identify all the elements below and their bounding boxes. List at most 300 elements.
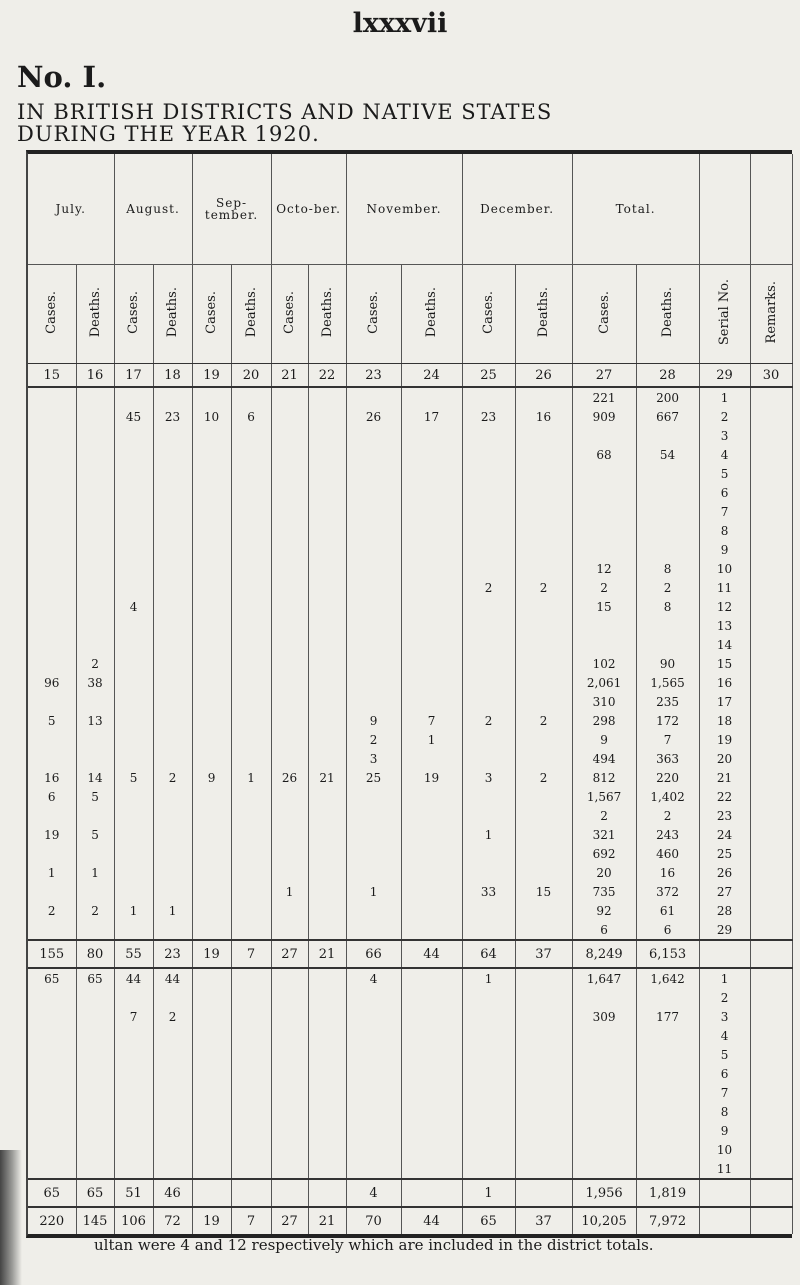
table-cell [271, 654, 308, 673]
table-cell [636, 988, 699, 1007]
table-cell [346, 635, 401, 654]
table-cell [231, 445, 271, 464]
table-cell [192, 445, 231, 464]
table-cell [153, 673, 192, 692]
table-cell [346, 445, 401, 464]
table-cell [271, 673, 308, 692]
table-cell [28, 1083, 76, 1102]
table-cell [308, 635, 346, 654]
table-cell [515, 673, 572, 692]
table-cell [401, 521, 462, 540]
table-cell [346, 654, 401, 673]
table-cell [346, 673, 401, 692]
column-number-cell: 27 [572, 364, 636, 388]
section-2-body [28, 968, 792, 1179]
table-cell: 2 [28, 901, 76, 920]
table-cell: 9 [699, 1121, 750, 1140]
column-number-row [28, 364, 792, 388]
table-cell [401, 806, 462, 825]
table-cell [515, 1159, 572, 1179]
table-cell [750, 387, 792, 407]
table-cell [401, 654, 462, 673]
table-cell [192, 635, 231, 654]
grand-total [28, 1207, 792, 1234]
table-cell [114, 730, 153, 749]
table-cell [271, 1121, 308, 1140]
table-cell [271, 692, 308, 711]
table-cell [308, 597, 346, 616]
table-cell: 23 [153, 407, 192, 426]
table-cell: 1 [346, 882, 401, 901]
table-cell [750, 730, 792, 749]
table-cell: 7,972 [636, 1207, 699, 1234]
column-header-label: Deaths. [660, 287, 676, 338]
table-row [28, 901, 792, 920]
table-cell [153, 1083, 192, 1102]
table-cell [28, 1140, 76, 1159]
month-header-august: August. [114, 154, 192, 265]
table-cell [515, 1121, 572, 1140]
table-cell [76, 597, 114, 616]
table-cell [28, 445, 76, 464]
table-cell: 10,205 [572, 1207, 636, 1234]
table-cell [750, 540, 792, 559]
table-cell [515, 1140, 572, 1159]
table-cell: 8,249 [572, 940, 636, 968]
table-cell [76, 426, 114, 445]
table-cell [308, 578, 346, 597]
table-cell [28, 597, 76, 616]
table-cell [153, 654, 192, 673]
column-header-cell [192, 265, 231, 364]
month-header-july: July. [28, 154, 114, 265]
table-cell [114, 521, 153, 540]
table-cell: 61 [636, 901, 699, 920]
table-cell: 14 [76, 768, 114, 787]
table-cell [76, 464, 114, 483]
table-cell [231, 502, 271, 521]
table-cell: 1,819 [636, 1179, 699, 1207]
scan-edge-shadow [0, 1150, 22, 1285]
table-cell [231, 635, 271, 654]
table-cell [515, 597, 572, 616]
table-cell: 6 [28, 787, 76, 806]
table-cell [750, 578, 792, 597]
table-cell [462, 787, 515, 806]
table-cell [192, 1102, 231, 1121]
table-cell [153, 559, 192, 578]
table-row [28, 920, 792, 940]
table-cell [114, 578, 153, 597]
table-cell [308, 1179, 346, 1207]
table-cell [271, 749, 308, 768]
table-cell: 2 [699, 988, 750, 1007]
table-cell: 27 [271, 940, 308, 968]
table-cell [76, 616, 114, 635]
table-cell: 16 [515, 407, 572, 426]
table-cell [271, 1083, 308, 1102]
column-header-cell [462, 265, 515, 364]
table-cell [462, 1007, 515, 1026]
table-cell: 1 [28, 863, 76, 882]
table-cell: 22 [699, 787, 750, 806]
table-cell [401, 1083, 462, 1102]
table-cell [636, 426, 699, 445]
table-cell: 44 [153, 968, 192, 988]
table-cell [308, 1159, 346, 1179]
table-cell: 1,647 [572, 968, 636, 988]
table-cell [231, 825, 271, 844]
table-cell [192, 825, 231, 844]
table-cell: 7 [114, 1007, 153, 1026]
table-cell [231, 559, 271, 578]
table-cell [76, 988, 114, 1007]
table-cell: 7 [401, 711, 462, 730]
table-cell [76, 1121, 114, 1140]
table-cell [114, 559, 153, 578]
table-cell [153, 988, 192, 1007]
section-1-body [28, 387, 792, 940]
table-cell [231, 387, 271, 407]
table-cell [346, 464, 401, 483]
table-cell [271, 1045, 308, 1064]
table-cell [271, 863, 308, 882]
table-cell [346, 863, 401, 882]
table-cell [76, 749, 114, 768]
month-header-blank-remarks [750, 154, 792, 265]
table-cell: 309 [572, 1007, 636, 1026]
table-cell [346, 597, 401, 616]
table-cell [308, 1121, 346, 1140]
table-cell [28, 1159, 76, 1179]
table-cell [308, 426, 346, 445]
table-cell [114, 673, 153, 692]
column-number-cell: 24 [401, 364, 462, 388]
footnote: ultan were 4 and 12 respectively which are included in the district totals. [94, 1236, 654, 1254]
table-cell [76, 1159, 114, 1179]
table-cell [750, 445, 792, 464]
table-cell [308, 445, 346, 464]
table-cell [750, 692, 792, 711]
month-header-row [28, 154, 792, 265]
table-cell [636, 521, 699, 540]
table-cell [76, 806, 114, 825]
table-cell [750, 426, 792, 445]
table-cell: 155 [28, 940, 76, 968]
table-cell [462, 1102, 515, 1121]
table-cell [750, 711, 792, 730]
table-cell [401, 1159, 462, 1179]
table-cell [76, 521, 114, 540]
table-cell [28, 521, 76, 540]
table-cell: 13 [699, 616, 750, 635]
table-cell [308, 882, 346, 901]
table-cell: 692 [572, 844, 636, 863]
table-cell [308, 901, 346, 920]
table-cell [231, 730, 271, 749]
table-cell: 21 [308, 768, 346, 787]
column-number-cell: 26 [515, 364, 572, 388]
table-cell: 8 [699, 521, 750, 540]
table-cell [515, 387, 572, 407]
table-cell: 7 [699, 502, 750, 521]
table-cell [271, 920, 308, 940]
table-cell: 2 [153, 768, 192, 787]
table-row [28, 749, 792, 768]
table-cell: 28 [699, 901, 750, 920]
table-cell [231, 749, 271, 768]
table-row [28, 635, 792, 654]
table-cell: 2 [515, 768, 572, 787]
table-cell [750, 1102, 792, 1121]
table-cell: 25 [699, 844, 750, 863]
table-cell [750, 863, 792, 882]
statistics-table [28, 154, 793, 1234]
table-cell [114, 1159, 153, 1179]
table-cell: 735 [572, 882, 636, 901]
table-cell: 92 [572, 901, 636, 920]
table-cell [231, 616, 271, 635]
table-cell [462, 445, 515, 464]
table-cell [192, 1159, 231, 1179]
table-cell: 18 [699, 711, 750, 730]
table-cell [346, 1140, 401, 1159]
table-cell: 1,567 [572, 787, 636, 806]
table-cell: 372 [636, 882, 699, 901]
table-cell [750, 521, 792, 540]
table-cell [462, 616, 515, 635]
table-cell [271, 1179, 308, 1207]
table-cell: 221 [572, 387, 636, 407]
table-cell [271, 635, 308, 654]
table-cell: 37 [515, 940, 572, 968]
table-cell [572, 464, 636, 483]
table-cell [271, 1140, 308, 1159]
table-cell: 1,402 [636, 787, 699, 806]
table-cell [192, 988, 231, 1007]
table-cell [572, 1102, 636, 1121]
table-cell: 4 [699, 1026, 750, 1045]
table-cell [76, 1102, 114, 1121]
column-header-label: Serial No. [717, 279, 733, 346]
table-cell [271, 597, 308, 616]
table-cell [572, 1045, 636, 1064]
table-cell [572, 483, 636, 502]
table-cell: 12 [572, 559, 636, 578]
table-cell [346, 901, 401, 920]
table-cell [462, 901, 515, 920]
table-cell: 2 [699, 407, 750, 426]
table-cell: 51 [114, 1179, 153, 1207]
table-cell [401, 1102, 462, 1121]
table-cell: 45 [114, 407, 153, 426]
table-cell [153, 502, 192, 521]
table-cell [401, 635, 462, 654]
table-cell [636, 1121, 699, 1140]
table-cell: 16 [28, 768, 76, 787]
table-cell [346, 806, 401, 825]
total-row [28, 940, 792, 968]
table-cell [750, 1179, 792, 1207]
table-cell [346, 920, 401, 940]
table-cell [401, 920, 462, 940]
table-cell [401, 863, 462, 882]
month-header-total: Total. [572, 154, 699, 265]
table-cell [231, 654, 271, 673]
table-cell [271, 988, 308, 1007]
table-cell: 172 [636, 711, 699, 730]
column-header-label: Cases. [282, 291, 298, 334]
table-cell: 55 [114, 940, 153, 968]
table-cell: 26 [346, 407, 401, 426]
table-cell [515, 559, 572, 578]
table-cell: 12 [699, 597, 750, 616]
table-cell [192, 749, 231, 768]
column-number-cell: 20 [231, 364, 271, 388]
table-cell [28, 483, 76, 502]
table-cell: 17 [699, 692, 750, 711]
column-header-label: Cases. [481, 291, 497, 334]
table-cell [114, 1026, 153, 1045]
table-cell: 15 [572, 597, 636, 616]
table-row [28, 806, 792, 825]
table-row [28, 502, 792, 521]
table-cell [462, 749, 515, 768]
table-cell: 2 [636, 578, 699, 597]
table-cell: 27 [271, 1207, 308, 1234]
table-cell: 70 [346, 1207, 401, 1234]
table-cell [308, 692, 346, 711]
table-cell [231, 1121, 271, 1140]
table-cell [572, 1140, 636, 1159]
table-row [28, 445, 792, 464]
table-row [28, 597, 792, 616]
table-cell [308, 1045, 346, 1064]
table-cell [572, 988, 636, 1007]
table-cell [636, 1159, 699, 1179]
table-cell [114, 445, 153, 464]
table-row [28, 730, 792, 749]
table-cell [346, 825, 401, 844]
table-cell [76, 483, 114, 502]
table-cell: 90 [636, 654, 699, 673]
table-cell: 11 [699, 578, 750, 597]
table-cell [153, 844, 192, 863]
table-row [28, 988, 792, 1007]
table-cell [153, 426, 192, 445]
table-cell [750, 559, 792, 578]
table-cell [28, 806, 76, 825]
table-row [28, 387, 792, 407]
table-cell [153, 863, 192, 882]
table-cell [114, 1121, 153, 1140]
table-cell [153, 1140, 192, 1159]
table-cell: 33 [462, 882, 515, 901]
table-cell [308, 1083, 346, 1102]
table-cell [462, 387, 515, 407]
table-cell [462, 1026, 515, 1045]
table-cell [231, 426, 271, 445]
table-cell [515, 988, 572, 1007]
table-cell [308, 654, 346, 673]
table-cell [192, 920, 231, 940]
table-cell [462, 635, 515, 654]
table-cell [192, 464, 231, 483]
table-cell [462, 920, 515, 940]
table-cell [515, 749, 572, 768]
table-cell [401, 787, 462, 806]
table-cell [153, 1064, 192, 1083]
table-cell [750, 1064, 792, 1083]
table-cell: 11 [699, 1159, 750, 1179]
section-1-total [28, 940, 792, 968]
table-row [28, 407, 792, 426]
page-number: lxxxvii [352, 8, 448, 39]
table-cell [515, 844, 572, 863]
table-cell [346, 387, 401, 407]
table-cell [114, 464, 153, 483]
table-cell: 15 [699, 654, 750, 673]
table-cell [346, 692, 401, 711]
table-cell [231, 1007, 271, 1026]
table-cell [636, 1064, 699, 1083]
table-cell [192, 559, 231, 578]
table-cell: 8 [636, 559, 699, 578]
table-cell [231, 787, 271, 806]
table-cell [271, 502, 308, 521]
table-cell [231, 1083, 271, 1102]
table-cell [401, 988, 462, 1007]
table-cell [28, 1102, 76, 1121]
table-cell [192, 1064, 231, 1083]
table-cell: 2,061 [572, 673, 636, 692]
table-cell [192, 1121, 231, 1140]
table-cell [271, 578, 308, 597]
column-header-cell [28, 265, 76, 364]
table-cell: 5 [76, 787, 114, 806]
table-cell: 25 [346, 768, 401, 787]
table-cell [750, 882, 792, 901]
table-cell [271, 825, 308, 844]
column-header-label: Cases. [44, 291, 60, 334]
table-cell [572, 1083, 636, 1102]
column-header-row [28, 265, 792, 364]
table-cell [76, 540, 114, 559]
table-cell: 6 [572, 920, 636, 940]
table-cell [231, 464, 271, 483]
table-cell [231, 901, 271, 920]
table-cell [750, 1007, 792, 1026]
table-cell [750, 1207, 792, 1234]
grand-total-row [28, 1207, 792, 1234]
column-header-label: Deaths. [319, 287, 335, 338]
table-cell: 7 [699, 1083, 750, 1102]
table-cell [153, 464, 192, 483]
table-cell [308, 1064, 346, 1083]
table-row [28, 1007, 792, 1026]
table-cell [192, 1140, 231, 1159]
table-cell [462, 1121, 515, 1140]
table-cell [231, 711, 271, 730]
table-cell: 4 [114, 597, 153, 616]
table-row [28, 825, 792, 844]
table-cell: 16 [699, 673, 750, 692]
table-cell [192, 863, 231, 882]
table-cell [114, 692, 153, 711]
table-cell [153, 1121, 192, 1140]
table-cell [308, 711, 346, 730]
table-cell [28, 692, 76, 711]
